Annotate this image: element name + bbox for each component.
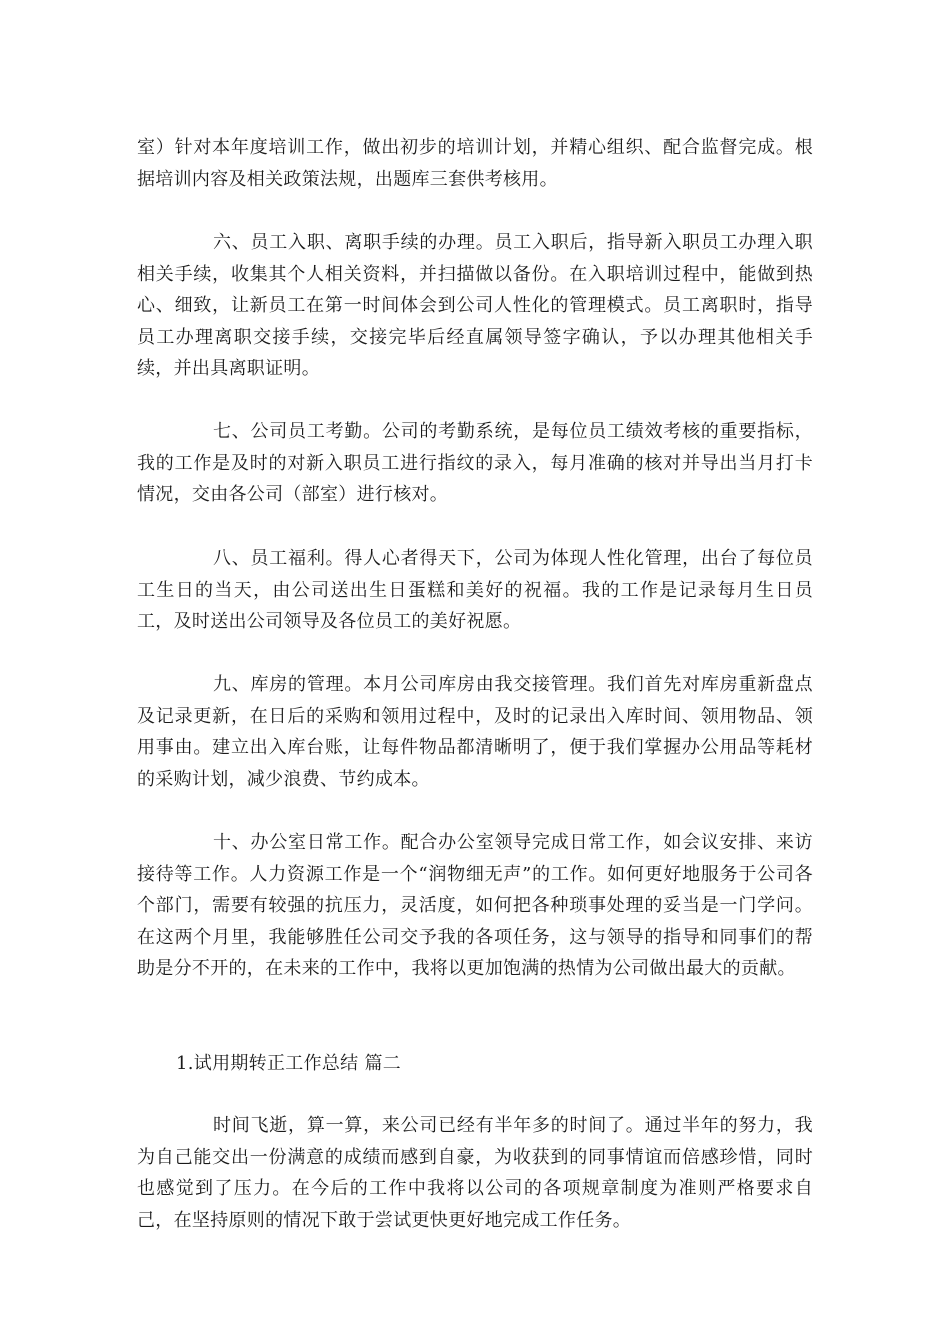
paragraph-daily-office-work: 十、办公室日常工作。配合办公室领导完成日常工作，如会议安排、来访接待等工作。人力资源工作是一个“润物细无声”的工作。如何更好地服务于公司各个部门，需要有较强的抗压力，灵活度，如何把各种琐事处理的妥当是一门学问。在这两个月里，我能够胜任公司交予我的各项任务，这与领导的指导和同事们的帮助是分不开的，在未来的工作中，我将以更加饱满的热情为公司做出最大的贡献。: [137, 832, 813, 979]
paragraph-onboarding-offboarding: 六、员工入职、离职手续的办理。员工入职后，指导新入职员工办理入职相关手续，收集其个人相关资料，并扫描做以备份。在入职培训过程中，能做到热心、细致，让新员工在第一时间体会到公司人性化的管理模式。员工离职时，指导员工办理离职交接手续，交接完毕后经直属领导签字确认，予以办理其他相关手续，并出具离职证明。: [137, 232, 813, 379]
paragraph-part-two-intro: 时间飞逝，算一算，来公司已经有半年多的时间了。通过半年的努力，我为自己能交出一份满意的成绩而感到自豪，为收获到的同事情谊而倍感珍惜，同时也感觉到了压力。在今后的工作中我将以公司的各项规章制度为准则严格要求自己，在坚持原则的情况下敢于尝试更快更好地完成工作任务。: [137, 1115, 813, 1231]
paragraph-welfare: 八、员工福利。得人心者得天下，公司为体现人性化管理，出台了每位员工生日的当天，由公司送出生日蛋糕和美好的祝福。我的工作是记录每月生日员工，及时送出公司领导及各位员工的美好祝愿。: [137, 548, 813, 632]
paragraph-warehouse: 九、库房的管理。本月公司库房由我交接管理。我们首先对库房重新盘点及记录更新，在日后的采购和领用过程中，及时的记录出入库时间、领用物品、领用事由。建立出入库台账，让每件物品都清晰明了，便于我们掌握办公用品等耗材的采购计划，减少浪费、节约成本。: [137, 674, 813, 790]
paragraph-training-continuation: 室）针对本年度培训工作，做出初步的培训计划，并精心组织、配合监督完成。根据培训内容及相关政策法规，出题库三套供考核用。: [137, 137, 813, 190]
section-heading: 1.试用期转正工作总结 篇二: [176, 1053, 402, 1074]
paragraph-attendance: 七、公司员工考勤。公司的考勤系统，是每位员工绩效考核的重要指标，我的工作是及时的对新入职员工进行指纹的录入，每月准确的核对并导出当月打卡情况，交由各公司（部室）进行核对。: [137, 421, 813, 505]
